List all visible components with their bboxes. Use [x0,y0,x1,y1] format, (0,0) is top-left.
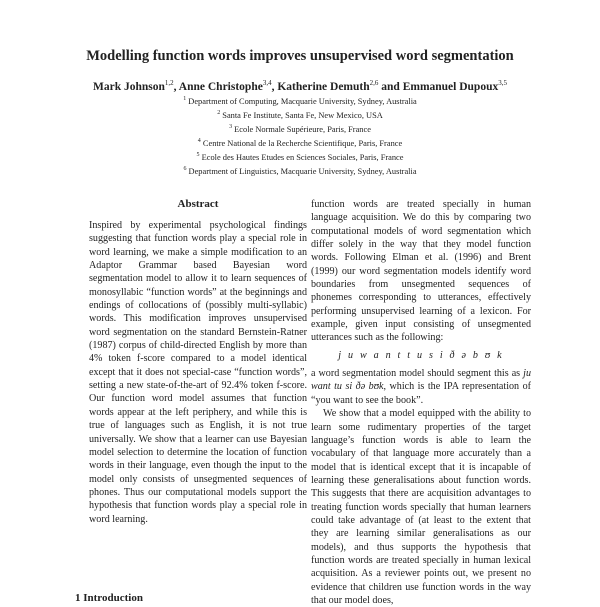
paragraph: We show that a model equipped with the ability to learn some rudimentary properties of the target language’s function words is able to learn the vocabulary of that language more accurately than a model that is identical except that it is incapable of learning these generalisations about function words. This suggests that there are acquisition advantages to treating function words specially that human learners could take advantage of (at least to the extent that they are learning similar generalisations as our models), and thus supports the hypothesis that function words are treated specially in human lexical acquisition. As a reviewer points out, we present no evidence that children use function words in the way that our model does, [311,408,531,606]
author-name: Mark Johnson [93,80,165,93]
author-list [0,79,600,93]
paragraph-text: a word segmentation model should segment this as [311,368,524,380]
affiliation [0,152,600,162]
affiliation-text: Department of Computing, Macquarie University, Sydney, Australia [188,96,417,106]
affiliation-text: Centre National de la Recherche Scientifique, Paris, France [202,138,403,148]
affiliation-mark: 6 [183,166,187,172]
author-affiliation-mark: 3,5 [498,79,507,87]
paragraph: function words are treated specially in human language acquisition. We do this by comparing two computational models of word segmentation which differ solely in the way that they model function words. Following Elman et al. (1996) and Brent (1999) our word segmentation models identify word boundaries from unsegmented sequences of phonemes corresponding to utterances, effectively performing unsupervised learning of a lexicon. For example, given input consisting of unsegmented utterances such as the following: [311,199,531,344]
paragraph-text: , which is the IPA representation of “you want to see the book”. [311,381,531,406]
affiliation-text: Department of Linguistics, Macquarie University, Sydney, Australia [188,166,417,176]
author-affiliation-mark: 3,4 [262,79,272,87]
author-separator: and [378,80,403,93]
section-heading: 1 Introduction [75,592,143,604]
abstract-body: Inspired by experimental psychological findings suggesting that function words play a special role in word learning, we make a simple modification to an Adaptor Grammar based Bayesian word segmentation model to allow it to learn sequences of monosyllabic “function words” at the beginnings and endings of collocations of (possibly multi-syllabic) words. This modification improves unsupervised word segmentation on the standard Bernstein-Ratner (1987) corpus of child-directed English by more than 4% token f-score compared to a model identical except that it does not special-case “function words”, setting a new state-of-the-art of 92.4% token f-score. Our function word model assumes that function words appear at the left periphery, and while this is true of languages such as English, it is not true universally. We show that a learner can use Bayesian model selection to determine the location of function words in their language, even though the input to the model only consists of unsegmented sequences of phones. Thus our computational models support the hypothesis that function words play a special role in word learning. [89,220,307,525]
affiliation-mark: 2 [217,110,221,116]
affiliation-mark: 1 [183,96,187,102]
affiliation-text: Ecole Normale Supérieure, Paris, France [234,124,371,134]
affiliation-text: Ecole des Hautes Etudes en Sciences Sociales, Paris, France [201,152,404,162]
affiliation [0,124,600,134]
affiliation-mark: 5 [196,152,200,158]
author-separator: , [271,80,278,93]
affiliation [0,96,600,106]
affiliation-mark: 4 [197,138,201,144]
author-separator: , [173,80,179,93]
paper-title: Modelling function words improves unsupervised word segmentation [86,48,514,64]
affiliation-text: Santa Fe Institute, Santa Fe, New Mexico, USA [222,110,383,120]
affiliation [0,166,600,176]
author-name: Anne Christophe [178,80,263,93]
ipa-example: j u w a n t t u s i ð ə b ʊ k [338,349,504,361]
author-affiliation-mark: 1,2 [164,79,174,87]
paragraph [311,367,531,407]
affiliation-mark: 3 [229,124,233,130]
author-name: Emmanuel Dupoux [402,80,499,93]
author-affiliation-mark: 2,6 [369,79,379,87]
ipa-inline: ju want tu si ðə bʊk [311,368,531,393]
right-column [311,198,531,607]
affiliation [0,110,600,120]
affiliation [0,138,600,148]
abstract-heading: Abstract [177,198,219,210]
author-name: Katherine Demuth [277,80,370,93]
